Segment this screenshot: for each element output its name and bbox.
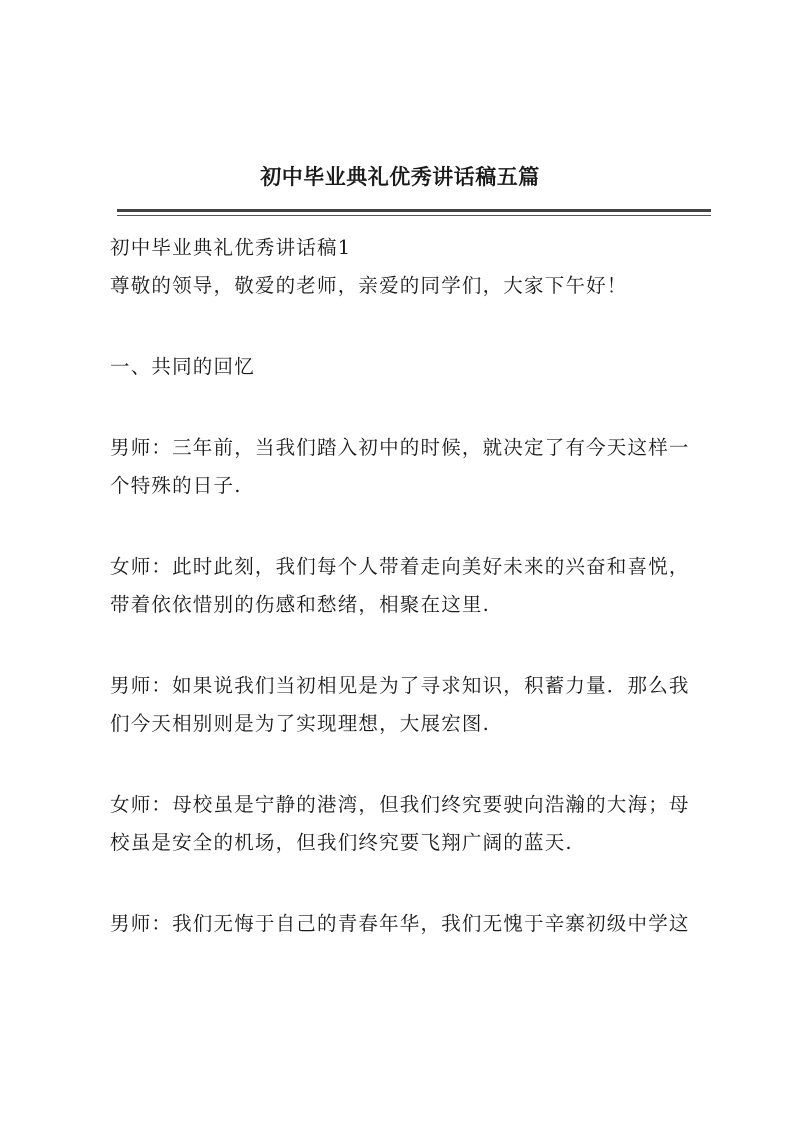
paragraph: [110, 786, 715, 862]
document-body: [110, 229, 715, 943]
paragraph: [110, 548, 715, 624]
paragraph-line: 带着依依惜别的伤感和愁绪，相聚在这里.: [110, 593, 490, 616]
section-heading: 一、共同的回忆: [110, 355, 255, 378]
title-rule-thick: [117, 209, 711, 212]
paragraph-gap: [110, 305, 715, 348]
paragraph-line: 们今天相别则是为了实现理想，大展宏图.: [110, 712, 490, 735]
paragraph-line: 校虽是安全的机场，但我们终究要飞翔广阔的蓝天.: [110, 831, 573, 854]
paragraph-gap: [110, 862, 715, 905]
paragraph: [110, 429, 715, 505]
paragraph-gap: [110, 386, 715, 429]
paragraph-gap: [110, 505, 715, 548]
document-title: 初中毕业典礼优秀讲话稿五篇: [260, 164, 540, 189]
paragraph: [110, 667, 715, 743]
paragraph-line: 女师：母校虽是宁静的港湾，但我们终究要驶向浩瀚的大海；母: [110, 793, 690, 816]
paragraph-line: 女师：此时此刻，我们每个人带着走向美好未来的兴奋和喜悦，: [110, 555, 690, 578]
paragraph-line: 男师：如果说我们当初相见是为了寻求知识，积蓄力量．那么我: [110, 674, 690, 697]
speech-subtitle: 初中毕业典礼优秀讲话稿1: [110, 236, 352, 259]
paragraph-gap: [110, 624, 715, 667]
title-rule-thin: [117, 215, 711, 216]
paragraph: [110, 905, 715, 943]
paragraph-line: 个特殊的日子.: [110, 474, 242, 497]
paragraph-gap: [110, 743, 715, 786]
greeting-line: 尊敬的领导，敬爱的老师，亲爱的同学们，大家下午好！: [110, 274, 628, 297]
paragraph-line: 男师：我们无悔于自己的青春年华，我们无愧于辛寨初级中学这: [110, 912, 690, 935]
paragraph-line: 男师：三年前，当我们踏入初中的时候，就决定了有今天这样一: [110, 436, 690, 459]
